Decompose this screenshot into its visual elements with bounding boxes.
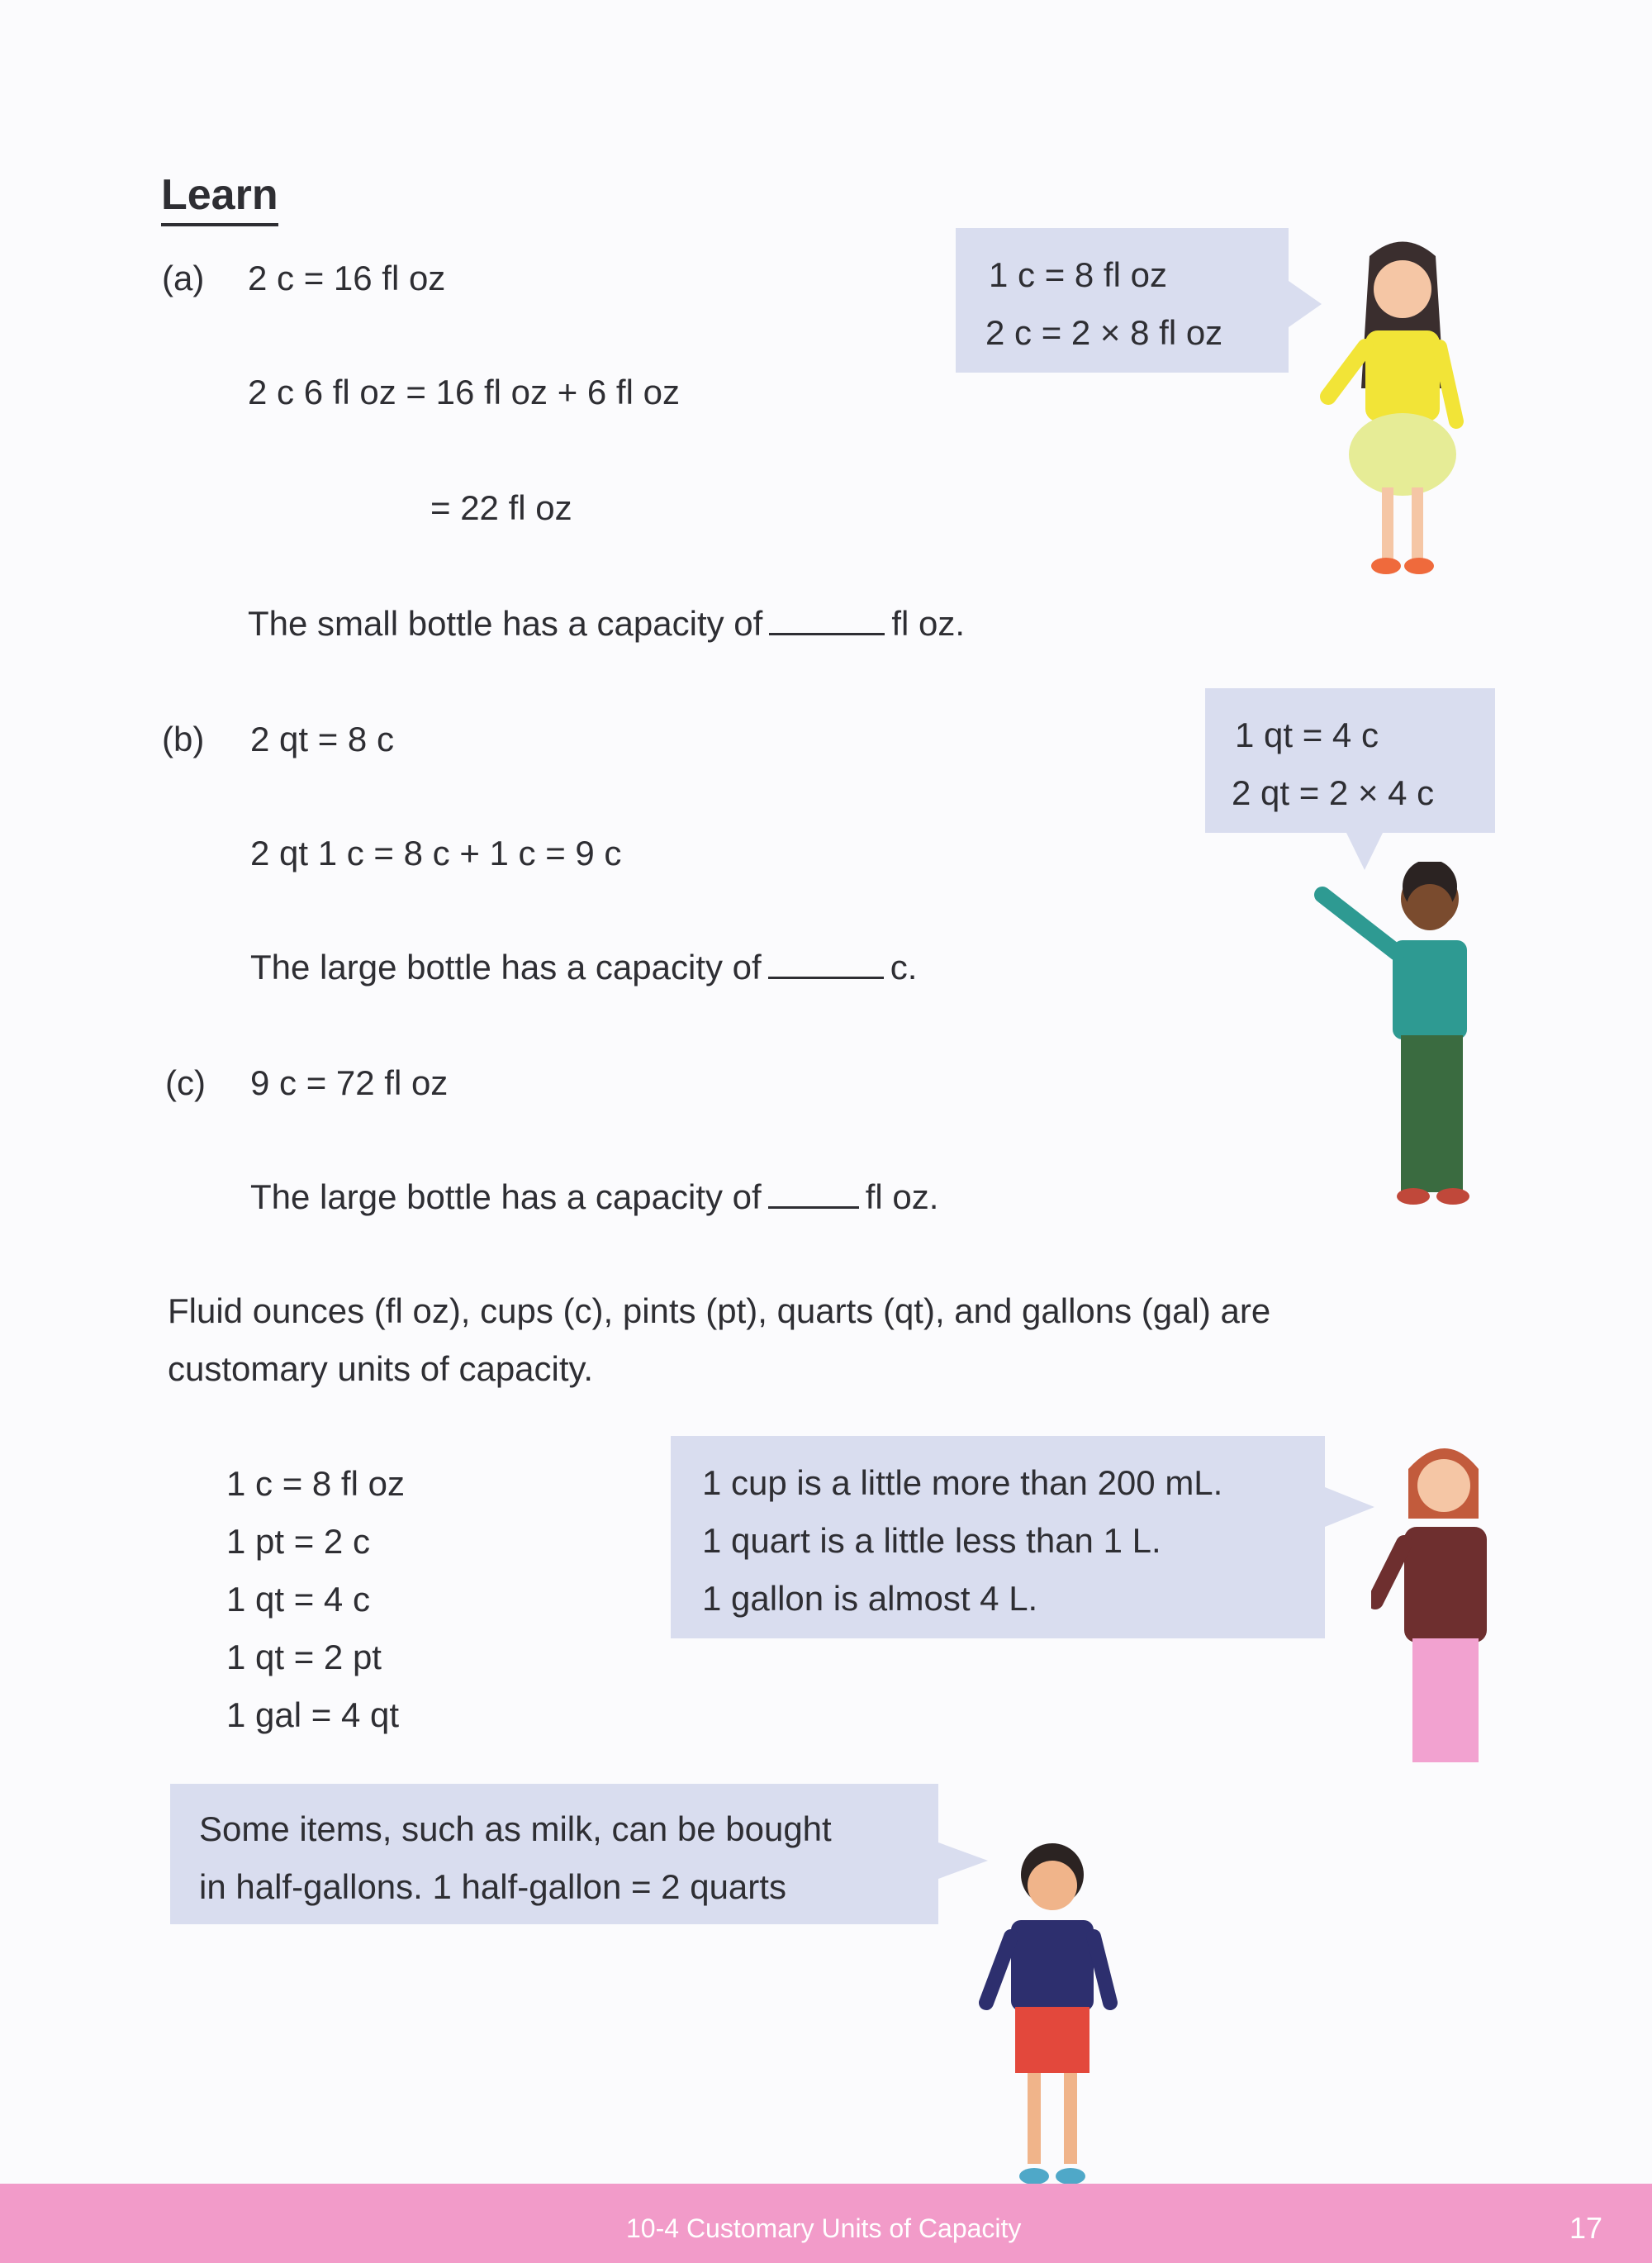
part-b-line2: 2 qt 1 c = 8 c + 1 c = 9 c xyxy=(250,834,622,872)
answer-blank[interactable] xyxy=(768,976,884,979)
conversion: 1 qt = 2 pt xyxy=(226,1638,382,1676)
metric-line: 1 gallon is almost 4 L. xyxy=(702,1579,1038,1618)
answer-text: The small bottle has a capacity of xyxy=(248,604,763,643)
conversion: 1 qt = 4 c xyxy=(226,1580,370,1619)
bubble-tail xyxy=(1325,1487,1374,1527)
part-c-label: (c) xyxy=(165,1063,206,1102)
part-b-line1: 2 qt = 8 c xyxy=(250,720,394,758)
woman-brown-sweater-illustration xyxy=(1371,1436,1512,1775)
hint-line: 2 qt = 2 × 4 c xyxy=(1232,773,1435,812)
answer-unit: fl oz. xyxy=(865,1177,939,1216)
half-gallon-bubble xyxy=(170,1784,938,1924)
conversion: 1 pt = 2 c xyxy=(226,1522,370,1561)
bubble-tail xyxy=(1289,281,1322,327)
girl-navy-shirt-illustration xyxy=(978,1837,1118,2185)
part-a-line2: 2 c 6 fl oz = 16 fl oz + 6 fl oz xyxy=(248,373,680,411)
answer-blank[interactable] xyxy=(769,632,885,635)
hint-bubble-a xyxy=(956,228,1289,373)
metric-bubble xyxy=(671,1436,1325,1638)
half-gallon-line: Some items, such as milk, can be bought xyxy=(199,1809,832,1848)
conversion: 1 c = 8 fl oz xyxy=(226,1464,405,1503)
girl-yellow-shirt-illustration xyxy=(1320,231,1485,578)
answer-text: The large bottle has a capacity of xyxy=(250,948,762,986)
summary-line: customary units of capacity. xyxy=(168,1349,594,1388)
answer-blank[interactable] xyxy=(768,1205,859,1209)
metric-line: 1 quart is a little less than 1 L. xyxy=(702,1521,1161,1560)
boy-teal-shirt-illustration xyxy=(1306,862,1496,1209)
part-a-line1: 2 c = 16 fl oz xyxy=(248,259,446,297)
part-a-label: (a) xyxy=(162,259,205,297)
lesson-title: 10-4 Customary Units of Capacity xyxy=(626,2213,1022,2243)
section-title: Learn xyxy=(161,170,278,226)
page-number: 17 xyxy=(1569,2211,1603,2245)
hint-bubble-b xyxy=(1205,688,1495,833)
metric-line: 1 cup is a little more than 200 mL. xyxy=(702,1463,1223,1502)
part-c-line1: 9 c = 72 fl oz xyxy=(250,1063,449,1102)
conversion: 1 gal = 4 qt xyxy=(226,1695,399,1734)
part-b-answer xyxy=(250,950,917,985)
answer-text: The large bottle has a capacity of xyxy=(250,1177,762,1216)
part-c-answer xyxy=(250,1177,939,1216)
part-b-label: (b) xyxy=(162,720,205,758)
page-footer xyxy=(0,2184,1652,2263)
answer-unit: c. xyxy=(890,948,918,986)
summary-line: Fluid ounces (fl oz), cups (c), pints (pt), quarts (qt), and gallons (gal) are xyxy=(168,1291,1271,1330)
half-gallon-line: in half-gallons. 1 half-gallon = 2 quarts xyxy=(199,1867,786,1906)
answer-unit: fl oz. xyxy=(891,604,966,643)
hint-line: 1 qt = 4 c xyxy=(1235,716,1379,754)
hint-line: 2 c = 2 × 8 fl oz xyxy=(985,313,1223,352)
part-a-line3: = 22 fl oz xyxy=(430,488,572,527)
part-a-answer xyxy=(248,606,965,641)
hint-line: 1 c = 8 fl oz xyxy=(989,255,1167,294)
